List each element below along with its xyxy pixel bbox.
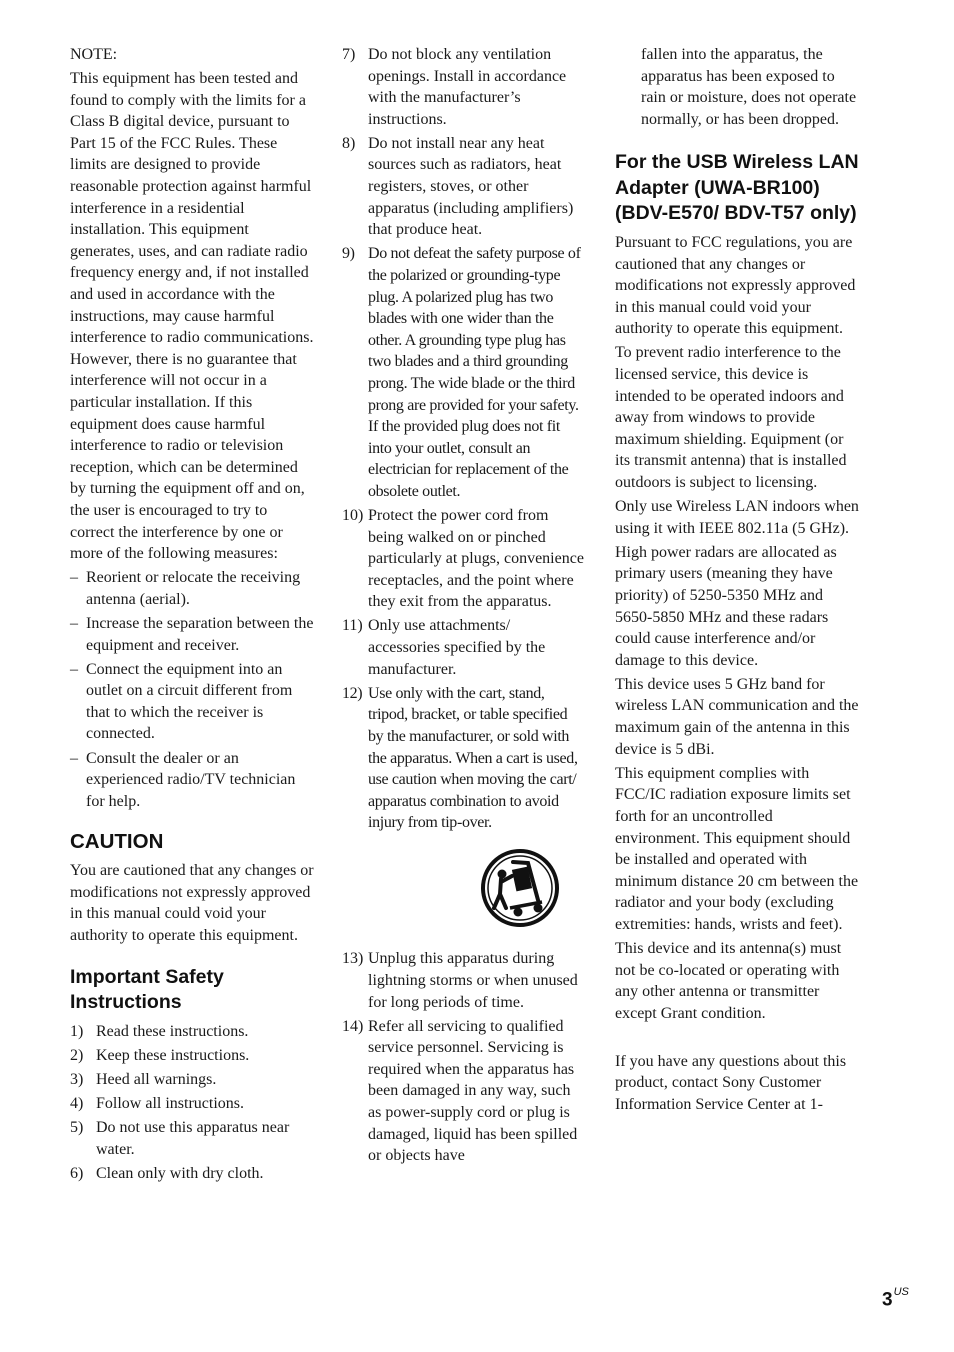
safety-item xyxy=(342,1016,584,1167)
safety-item xyxy=(70,1069,314,1091)
safety-item xyxy=(342,505,584,613)
item-text: Do not block any ventilation openings. Install in accordance with the manufacturer’s instructions. xyxy=(368,46,567,128)
item-text: Read these instructions. xyxy=(96,1022,249,1040)
column-middle xyxy=(342,44,584,1169)
page-number-value: 3 xyxy=(882,1289,893,1311)
usb-paragraph: High power radars are allocated as primary users (meaning they have priority) of 5250-5350 MHz and 5650-5850 MHz and these radars could cause interference and/or damage to this device. xyxy=(615,543,837,669)
item-text: Heed all warnings. xyxy=(96,1070,217,1088)
item-text: fallen into the apparatus, the apparatus has been exposed to rain or moisture, does not operate normally, or has been dropped. xyxy=(641,46,857,128)
item-number: 13) xyxy=(342,950,364,968)
item-text: Only use attachments/ accessories specified by the manufacturer. xyxy=(368,617,546,678)
contact-paragraph: If you have any questions about this product, contact Sony Customer Information Service Center at 1- xyxy=(615,1052,847,1114)
item-text: Do not use this apparatus near water. xyxy=(96,1119,290,1158)
region-code: US xyxy=(893,1286,909,1298)
usb-paragraph: Only use Wireless LAN indoors when using it with IEEE 802.11a (5 GHz). xyxy=(615,498,859,537)
safety-item xyxy=(342,948,584,1013)
item-number: 6) xyxy=(70,1164,84,1182)
safety-item-continued xyxy=(615,44,859,130)
safety-heading: Important Safety Instructions xyxy=(70,965,224,1013)
safety-item xyxy=(342,44,584,130)
safety-item xyxy=(70,1093,314,1115)
caution-heading: CAUTION xyxy=(70,830,164,854)
item-text: Keep these instructions. xyxy=(96,1046,250,1064)
item-text: Clean only with dry cloth. xyxy=(96,1164,264,1182)
measure-item xyxy=(70,567,314,610)
item-number: 4) xyxy=(70,1094,84,1112)
measure-item xyxy=(70,748,314,813)
item-text: Refer all servicing to qualified service personnel. Servicing is required when the apparatus has been damaged in any way, such as power-supply cord or plug is damaged, liquid has been spilled or objects have xyxy=(368,1017,578,1165)
usb-paragraph: This device and its antenna(s) must not be co-located or operating with any other antenna or transmitter except Grant condition. xyxy=(615,939,842,1022)
cart-warning-figure xyxy=(342,836,584,948)
safety-item xyxy=(70,1045,314,1067)
item-number: 8) xyxy=(342,134,356,152)
measure-text: Reorient or relocate the receiving antenna (aerial). xyxy=(86,569,301,608)
measure-item xyxy=(70,613,314,656)
page-number xyxy=(882,1285,909,1311)
item-number: 14) xyxy=(342,1017,364,1035)
item-number: 1) xyxy=(70,1022,84,1040)
list-marker: – xyxy=(70,749,78,767)
safety-item xyxy=(70,1117,314,1160)
usb-paragraph: To prevent radio interference to the licensed service, this device is intended to be operated indoors and away from windows to provide maximum shielding. Equipment (or its transmit antenna) that is installed outdoors is subject to licensing. xyxy=(615,344,847,492)
item-text: Do not defeat the safety purpose of the polarized or grounding-type plug. A polarized plug has two blades with one wider than the other. A grounding type plug has two blades and a third grounding prong. The wide blade or the third prong are provided for your safety. If the provided plug does not fit into your outlet, consult an electrician for replacement of the obsolete outlet. xyxy=(368,245,581,500)
safety-item xyxy=(342,683,584,834)
list-marker: – xyxy=(70,569,78,587)
measure-text: Increase the separation between the equipment and receiver. xyxy=(86,614,314,654)
item-text: Follow all instructions. xyxy=(96,1094,244,1112)
item-text: Protect the power cord from being walked on or pinched particularly at plugs, convenience receptacles, and the point where they exit from the apparatus. xyxy=(368,506,584,611)
item-number: 3) xyxy=(70,1070,84,1088)
list-marker: – xyxy=(70,660,78,678)
safety-item xyxy=(70,1021,314,1043)
measure-text: Connect the equipment into an outlet on a circuit different from that to which the receiver is connected. xyxy=(86,660,293,743)
list-marker: – xyxy=(70,614,78,632)
measure-item xyxy=(70,659,314,745)
item-text: Do not install near any heat sources such as radiators, heat registers, stoves, or other apparatus (including amplifiers) that produce heat. xyxy=(368,134,574,239)
item-number: 11) xyxy=(342,617,363,635)
item-number: 2) xyxy=(70,1046,84,1064)
item-number: 9) xyxy=(342,245,355,263)
usb-paragraph: This device uses 5 GHz band for wireless LAN communication and the maximum gain of the antenna in this device is 5 dBi. xyxy=(615,675,859,758)
usb-paragraph: This equipment complies with FCC/IC radiation exposure limits set forth for an uncontrolled environment. This equipment should be installed and operated with minimum distance 20 cm between the radiator and your body (excluding extremities: hands, wrists and feet). xyxy=(615,764,859,933)
safety-item xyxy=(342,133,584,241)
item-number: 5) xyxy=(70,1119,84,1137)
safety-item xyxy=(342,243,584,502)
note-body: This equipment has been tested and found to comply with the limits for a Class B digital device, pursuant to Part 15 of the FCC Rules. These limits are designed to provide reasonable protection against harmful interference in a residential installation. This equipment generates, uses, and can radiate radio frequency energy and, if not installed and used in accordance with the instructions, may cause harmful interference to radio communications. However, there is no guarantee that interference will not occur in a particular installation. If this equipment does cause harmful interference to radio or television reception, which can be determined by turning the equipment off and on, the user is encouraged to try to correct the interference by one or more of the following measures: xyxy=(70,70,314,563)
item-number: 12) xyxy=(342,684,363,702)
measure-text: Consult the dealer or an experienced radio/TV technician for help. xyxy=(86,749,296,810)
column-right xyxy=(615,44,859,1118)
item-text: Unplug this apparatus during lightning storms or when unused for long periods of time. xyxy=(368,950,578,1011)
spacer xyxy=(615,1027,859,1051)
caution-body: You are cautioned that any changes or modifications not expressly approved in this manual could void your authority to operate this equipment. xyxy=(70,862,314,945)
safety-item xyxy=(342,615,584,680)
usb-adapter-heading: For the USB Wireless LAN Adapter (UWA-BR100) (BDV-E570/ BDV-T57 only) xyxy=(615,151,859,224)
usb-paragraph: Pursuant to FCC regulations, you are cautioned that any changes or modifications not expressly approved in this manual could void your authority to operate this equipment. xyxy=(615,233,856,338)
note-heading: NOTE: xyxy=(70,46,118,63)
item-number: 7) xyxy=(342,46,356,63)
item-text: Use only with the cart, stand, tripod, bracket, or table specified by the manufacturer, or sold with the apparatus. When a cart is used, use caution when moving the cart/ apparatus combination to avoid injury from tip-over. xyxy=(368,684,578,832)
item-number: 10) xyxy=(342,506,364,524)
cart-tip-over-warning-icon xyxy=(480,848,560,928)
column-left xyxy=(70,44,314,1187)
safety-item xyxy=(70,1163,314,1185)
